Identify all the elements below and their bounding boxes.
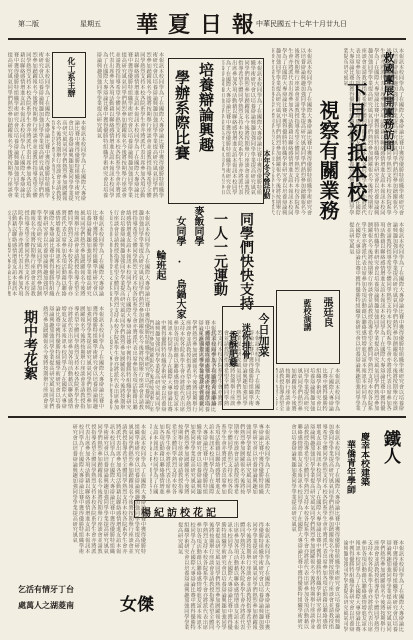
left-body-2 [88,52,164,202]
strike-headline-2: 一人一元運動 [212,212,228,296]
exam-body [42,306,104,412]
iron-man-body-2 [344,540,404,634]
special-menu-item-2: 香酥肥雞 [227,331,237,367]
girl-line-2: 處萬人之湖菱南 [18,600,74,610]
masthead-page: 第二版 [18,20,39,28]
flower-headline: 楊紀訪校花記 [141,508,219,519]
sub1-headline: 本年冬令營活動 [263,150,272,199]
lecture-body [276,368,340,412]
chem-eng-headline: 化工系主辦 [67,57,77,97]
masthead-date: 中華民國五十七年十月廿九日 [256,20,347,28]
cooking-headline-3: 輪班起 [154,250,165,280]
lecture-box [276,290,340,364]
lecture-title: 藍校演講 [303,299,313,331]
flower-box [134,500,238,518]
strike-headline-1: 同學們快快支持 [238,212,254,310]
debate-headline-1: 培養辯論興趣 [197,62,215,152]
chem-eng-box [52,52,86,118]
flower-body-1 [150,424,270,496]
lecture-name: 張廷良 [321,297,332,327]
cooking-body-2 [150,320,216,412]
section-divider [8,416,406,418]
iron-man-line-2: 華僑青年學師 [345,440,355,494]
debate-headline-2: 學辦系際比賽 [173,70,191,160]
masthead-title: 華夏日報 [136,12,265,38]
cooking-headline-2: 女同學 · 烏鍋大家 [174,216,185,319]
girl-label: 女傑 [120,595,154,615]
iron-man-label: 鐵人 [380,430,400,464]
iron-man-body [274,424,340,634]
special-menu-box [222,306,274,410]
girl-line-1: 乞活有情牙丁台 [18,584,74,594]
cooking-body [110,210,150,410]
masthead-weekday: 星期五 [80,20,101,28]
lead-headline-2: 視察有關業務 [316,100,340,220]
girl-body-1 [8,424,146,554]
left-body-4 [8,210,104,300]
flower-body-2 [150,522,270,634]
lead-body-2 [272,48,312,216]
cooking-headline-1: 麥飯同學 [192,206,203,246]
special-menu-title: 今日加菜 [257,313,270,357]
lead-kicker: 救國團展開團務訪問 [382,52,395,151]
special-menu-item-1: 迷你排骨 [240,323,250,359]
masthead [8,6,406,40]
lead-headline-1: 下月初抵本校 [344,82,368,202]
left-body-1 [8,52,50,202]
exam-headline: 期中考花絮 [22,310,38,380]
left-body-3 [52,120,86,202]
iron-man-line-1: 慶幸本校建築 [359,432,369,486]
right-body-3 [344,222,404,412]
debate-body [222,60,262,200]
